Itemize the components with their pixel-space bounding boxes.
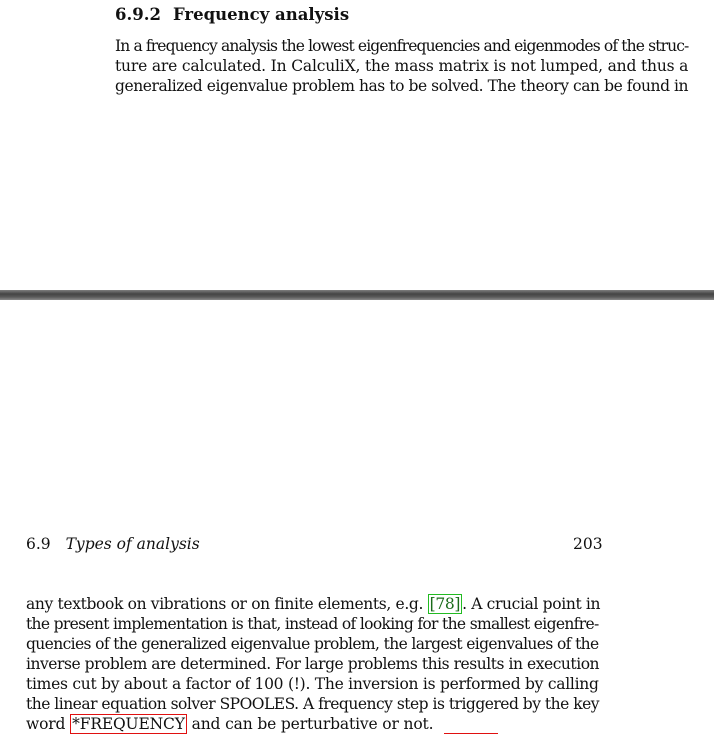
page-number: 203 — [573, 535, 603, 553]
paragraph-line: inverse problem are determined. For large problems this results in execution — [26, 655, 600, 673]
paragraph-line: ture are calculated. In CalculiX, the mass matrix is not lumped, and thus a — [115, 57, 689, 75]
section-number: 6.9.2 — [115, 5, 161, 24]
paragraph-line: the linear equation solver SPOOLES. A frequency step is triggered by the key — [26, 695, 599, 713]
line-text: word — [26, 715, 71, 733]
line-text: and can be perturbative or not. — [186, 715, 434, 733]
paragraph-line: times cut by about a factor of 100 (!). The inversion is performed by calling — [26, 675, 599, 693]
paragraph-line: the present implementation is that, instead of looking for the smallest eigenfre- — [26, 615, 599, 633]
paragraph-line: quencies of the generalized eigenvalue problem, the largest eigenvalues of the — [26, 635, 599, 653]
cutoff-link-fragment — [444, 733, 498, 736]
running-head-number: 6.9 — [26, 535, 51, 553]
top-page — [0, 0, 714, 290]
paragraph-line: In a frequency analysis the lowest eigenfrequencies and eigenmodes of the struc- — [115, 37, 689, 55]
section-heading — [115, 5, 349, 24]
keyword-link[interactable]: *FREQUENCY — [72, 715, 185, 733]
page-separator — [0, 290, 714, 300]
section-title: Frequency analysis — [173, 5, 350, 24]
running-head-title: Types of analysis — [65, 535, 200, 553]
line-text: . A crucial point in — [462, 595, 601, 613]
running-head — [26, 535, 200, 553]
paragraph-line — [26, 594, 599, 614]
paragraph-line — [26, 714, 599, 734]
line-text: any textbook on vibrations or on finite elements, e.g. — [26, 595, 428, 613]
paragraph-line: generalized eigenvalue problem has to be solved. The theory can be found in — [115, 77, 689, 95]
cutoff-line — [26, 733, 599, 737]
citation-link[interactable]: [78] — [429, 595, 461, 613]
